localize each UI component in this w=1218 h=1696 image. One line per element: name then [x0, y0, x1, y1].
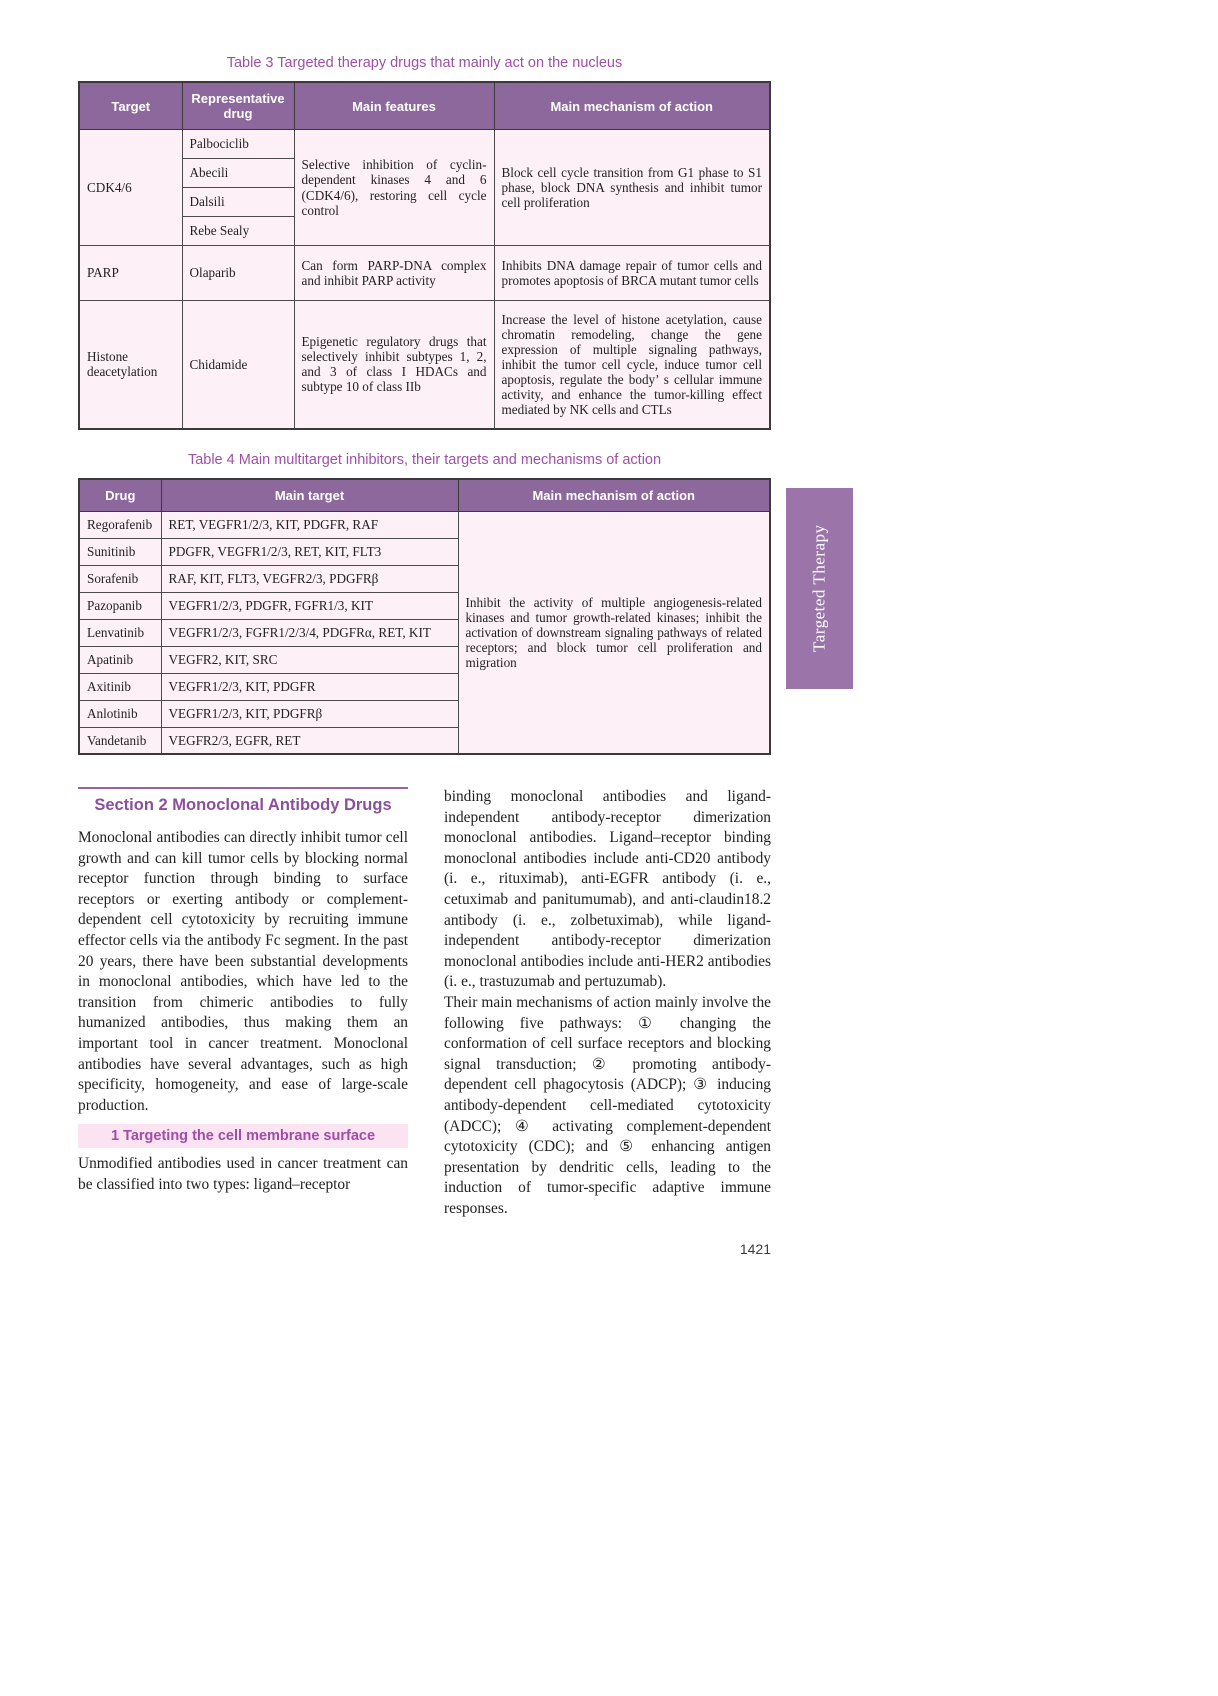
table4-header-mechanism: Main mechanism of action [458, 479, 770, 512]
cell-target: VEGFR2/3, EGFR, RET [161, 727, 458, 754]
cell-drug: Lenvatinib [79, 619, 161, 646]
cell-target: VEGFR1/2/3, FGFR1/2/3/4, PDGFRα, RET, KIT [161, 619, 458, 646]
cell-drug: Dalsili [182, 188, 294, 217]
cell-drug: Rebe Sealy [182, 217, 294, 246]
cell-features: Can form PARP-DNA complex and inhibit PARP activity [294, 246, 494, 301]
cell-drug: Apatinib [79, 646, 161, 673]
cell-target: VEGFR1/2/3, PDGFR, FGFR1/3, KIT [161, 592, 458, 619]
table4-title: Table 4 Main multitarget inhibitors, their targets and mechanisms of action [187, 451, 662, 468]
cell-mechanism: Inhibits DNA damage repair of tumor cells and promotes apoptosis of BRCA mutant tumor cells [494, 246, 770, 301]
cell-target: VEGFR2, KIT, SRC [161, 646, 458, 673]
cell-target: PARP [79, 246, 182, 301]
cell-drug: Olaparib [182, 246, 294, 301]
cell-drug: Vandetanib [79, 727, 161, 754]
cell-drug: Chidamide [182, 301, 294, 429]
cell-drug: Sorafenib [79, 565, 161, 592]
table3-header-mechanism: Main mechanism of action [494, 82, 770, 130]
cell-drug: Anlotinib [79, 700, 161, 727]
section-divider [78, 787, 408, 789]
cell-target: VEGFR1/2/3, KIT, PDGFR [161, 673, 458, 700]
cell-target: CDK4/6 [79, 130, 182, 246]
table4-header-target: Main target [161, 479, 458, 512]
page-number: 1421 [739, 1241, 771, 1258]
paragraph: Monoclonal antibodies can directly inhibit tumor cell growth and can kill tumor cells by blocking normal receptor function through binding to surface receptors or exerting antibody or complement-dependent cell cytotoxicity by recruiting immune effector cells via the antibody Fc segment. In the past 20 years, there have been substantial developments in monoclonal antibodies, which have led to the transition from chimeric antibodies to fully humanized antibodies, thus making them an important tool in cancer treatment. Monoclonal antibodies have several advantages, such as high specificity, homogeneity, and ease of large-scale production. [78, 829, 408, 1114]
cell-drug: Pazopanib [79, 592, 161, 619]
two-column-text [78, 787, 771, 1219]
cell-mechanism: Inhibit the activity of multiple angiogenesis-related kinases and tumor growth-related kinases; inhibit the activation of downstream signaling pathways of related receptors; and block tumor cell proliferation and migration [458, 511, 770, 754]
cell-target: VEGFR1/2/3, KIT, PDGFRβ [161, 700, 458, 727]
chapter-tab-targeted-therapy: Targeted Therapy [786, 488, 853, 689]
cell-mechanism: Block cell cycle transition from G1 phase to S1 phase, block DNA synthesis and inhibit tumor cell proliferation [494, 130, 770, 246]
cell-drug: Sunitinib [79, 538, 161, 565]
table3 [78, 81, 771, 430]
table-row [79, 301, 770, 429]
cell-drug: Regorafenib [79, 511, 161, 538]
cell-mechanism: Increase the level of histone acetylation, cause chromatin remodeling, change the gene expression of multiple signaling pathways, inhibit the tumor cell cycle, induce tumor cell apoptosis, regulate the body’ s cellular immune activity, and enhance the tumor-killing effect mediated by NK cells and CTLs [494, 301, 770, 429]
section-heading: Section 2 Monoclonal Antibody Drugs [94, 796, 392, 814]
table4-header-row [79, 479, 770, 512]
cell-drug: Abecili [182, 159, 294, 188]
table3-title: Table 3 Targeted therapy drugs that mainly act on the nucleus [226, 55, 623, 71]
paragraph: Unmodified antibodies used in cancer treatment can be classified into two types: ligand–receptor [78, 1155, 408, 1193]
table3-header-row [79, 82, 770, 130]
cell-features: Selective inhibition of cyclin-dependent kinases 4 and 6 (CDK4/6), restoring cell cycle control [294, 130, 494, 246]
table3-header-drug: Representative drug [182, 82, 294, 130]
cell-target: RAF, KIT, FLT3, VEGFR2/3, PDGFRβ [161, 565, 458, 592]
paragraph: binding monoclonal antibodies and ligand-independent antibody-receptor dimerization monoclonal antibodies. Ligand–receptor binding monoclonal antibodies include anti-CD20 antibody (i. e., rituximab), anti-EGFR antibody (i. e., cetuximab and panitumumab), and anti-claudin18.2 antibody (i. e., zolbetuximab), while ligand-independent antibody-receptor dimerization monoclonal antibodies include anti-HER2 antibodies (i. e., trastuzumab and pertuzumab). [444, 788, 771, 991]
cell-target: PDGFR, VEGFR1/2/3, RET, KIT, FLT3 [161, 538, 458, 565]
paragraph: Their main mechanisms of action mainly involve the following five pathways: ① changing the conformation of cell surface receptors and blocking signal transduction; ② promoting antibody-dependent cell phagocytosis (ADCP); ③ inducing antibody-dependent cell-mediated cytotoxicity (ADCC); ④ activating complement-dependent cytotoxicity (CDC); and ⑤ enhancing antigen presentation by dendritic cells, leading to the induction of tumor-specific adaptive immune responses. [444, 993, 771, 1217]
cell-drug: Axitinib [79, 673, 161, 700]
subsection-heading: 1 Targeting the cell membrane surface [78, 1124, 408, 1148]
page-content [78, 55, 771, 1257]
cell-target: Histone deacetylation [79, 301, 182, 429]
left-column [78, 787, 408, 1219]
cell-features: Epigenetic regulatory drugs that selectively inhibit subtypes 1, 2, and 3 of class I HDACs and subtype 10 of class IIb [294, 301, 494, 429]
table-row [79, 130, 770, 159]
table4 [78, 478, 771, 756]
cell-target: RET, VEGFR1/2/3, KIT, PDGFR, RAF [161, 511, 458, 538]
table3-header-features: Main features [294, 82, 494, 130]
right-column [444, 787, 771, 1219]
table4-header-drug: Drug [79, 479, 161, 512]
table-row [79, 511, 770, 538]
table-row [79, 246, 770, 301]
cell-drug: Palbociclib [182, 130, 294, 159]
table3-header-target: Target [79, 82, 182, 130]
